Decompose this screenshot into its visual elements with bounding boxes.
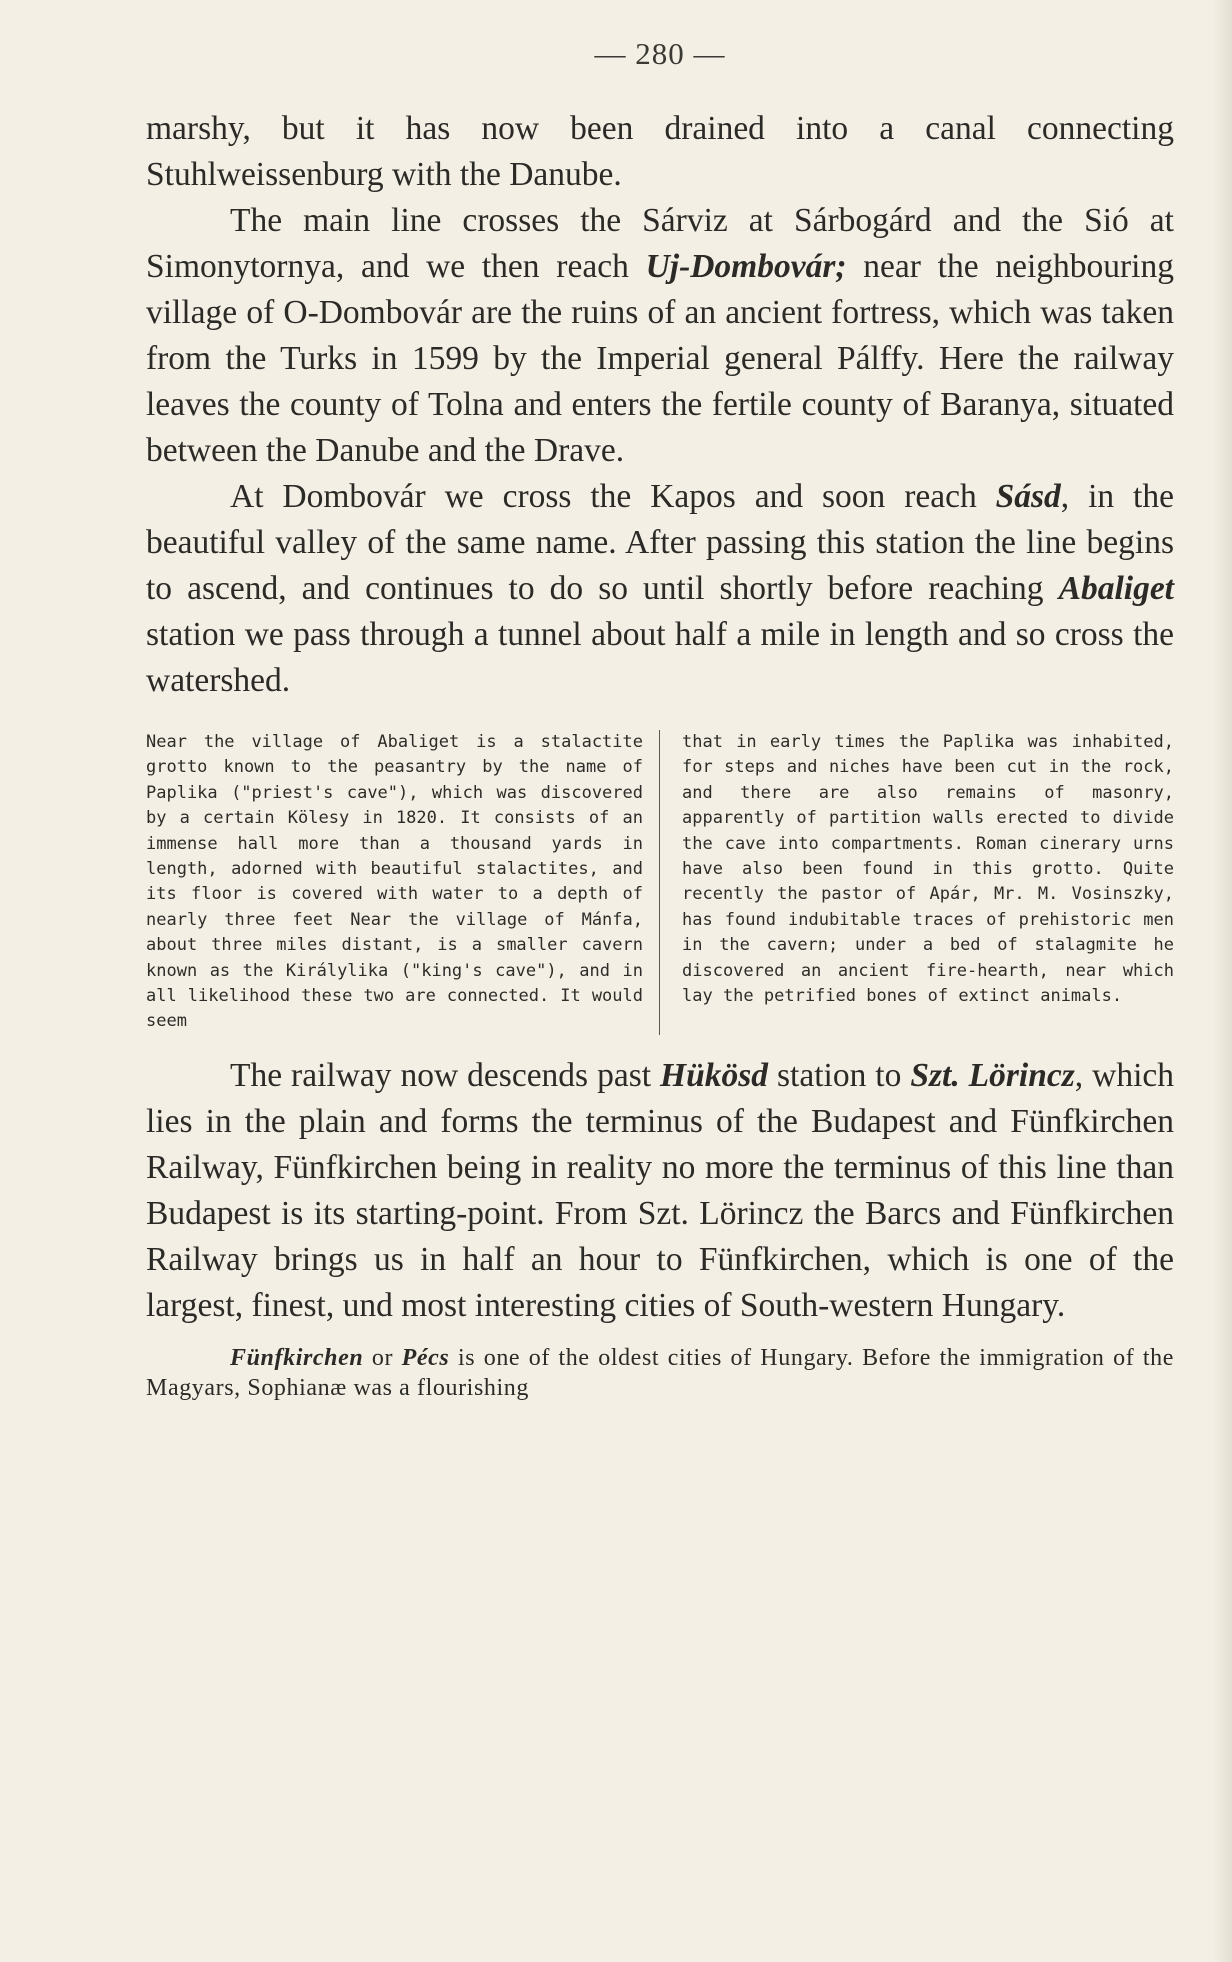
paragraph-text: near the neighbouring village of O-Dombovár are the ruins of an ancient fortress, which was taken from the Turks in 1599 by the Imperial general Pálffy. Here the railway leaves the county of Tolna and enters the fertile county of Baranya, situated between the Danube and the Drave. bbox=[146, 248, 1174, 469]
paragraph-sasd bbox=[146, 474, 1174, 704]
paragraph-intro bbox=[146, 106, 1174, 198]
paragraph-text: station to bbox=[768, 1056, 911, 1094]
place-name: Hükösd bbox=[660, 1056, 769, 1094]
paragraph-intro-text: marshy, but it has now been drained into a canal connecting Stuhlweissenburg with the Danube. bbox=[146, 110, 1174, 193]
paragraph-text: The main line crosses the Sárviz at Sárbogárd and the Sió at Simonytornya, and we then reach bbox=[146, 202, 1174, 285]
place-name: Pécs bbox=[401, 1344, 450, 1371]
page-number: — 280 — bbox=[594, 36, 726, 71]
paragraph-text: or bbox=[363, 1344, 402, 1371]
paragraph-text: is one of the oldest cities of Hungary. Before the immigration of the Magyars, Sophianæ was a flourishing bbox=[146, 1344, 1174, 1401]
place-name: Szt. Lörincz bbox=[910, 1056, 1075, 1094]
note-column-left: Near the village of Abaliget is a stalactite grotto known to the peasantry by the name of Paplika ("priest's cave"), which was discovered by a certain Kölesy in 1820. It consists of an immense hall more than a thousand yards in length, adorned with beautiful stalactites, and its floor is covered with water to a depth of nearly three feet Near the village of Mánfa, about three miles distant, is a smaller cavern known as the Királylika ("king's cave"), and in all likelihood these two are connected. It would seem bbox=[146, 730, 660, 1035]
paragraph-text: , in the beautiful valley of the same name. After passing this station the line begins to ascend, and continues to do so until shortly before reaching bbox=[146, 478, 1174, 607]
place-name: Sásd bbox=[995, 478, 1061, 515]
paragraph-text: , which lies in the plain and forms the terminus of the Budapest and Fünfkirchen Railway, Fünfkirchen being in reality no more the terminus of this line than Budapest is its starting-point. From Szt. Lörincz the Barcs and Fünfkirchen Railway brings us in half an hour to Fünfkirchen, which is one of the largest, finest, und most interesting cities of South-western Hungary. bbox=[146, 1056, 1175, 1324]
grotto-note bbox=[146, 730, 1174, 1035]
paragraph-text: The railway now descends past bbox=[230, 1056, 661, 1094]
place-name: Abaliget bbox=[1058, 570, 1174, 607]
place-name: Uj-Dombovár; bbox=[645, 248, 847, 285]
paragraph-text: station we pass through a tunnel about half a mile in length and so cross the watershed. bbox=[146, 616, 1174, 699]
note-column-right: that in early times the Paplika was inhabited, for steps and niches have been cut in the rock, and there are also remains of masonry, apparently of partition walls erected to divide the cave into compartments. Roman cinerary urns have also been found in this grotto. Quite recently the pastor of Apár, Mr. M. Vosinszky, has found indubitable traces of prehistoric men in the cavern; under a bed of stalagmite he discovered an ancient fire-hearth, near which lay the petrified bones of extinct animals. bbox=[682, 732, 1174, 1007]
paragraph-szt-lorincz bbox=[146, 1053, 1174, 1329]
paragraph-text: At Dombovár we cross the Kapos and soon reach bbox=[230, 478, 996, 515]
paragraph-funfkirchen bbox=[146, 1343, 1174, 1403]
place-name: Fünfkirchen bbox=[230, 1344, 364, 1371]
paragraph-uj-dombovar bbox=[146, 198, 1174, 474]
